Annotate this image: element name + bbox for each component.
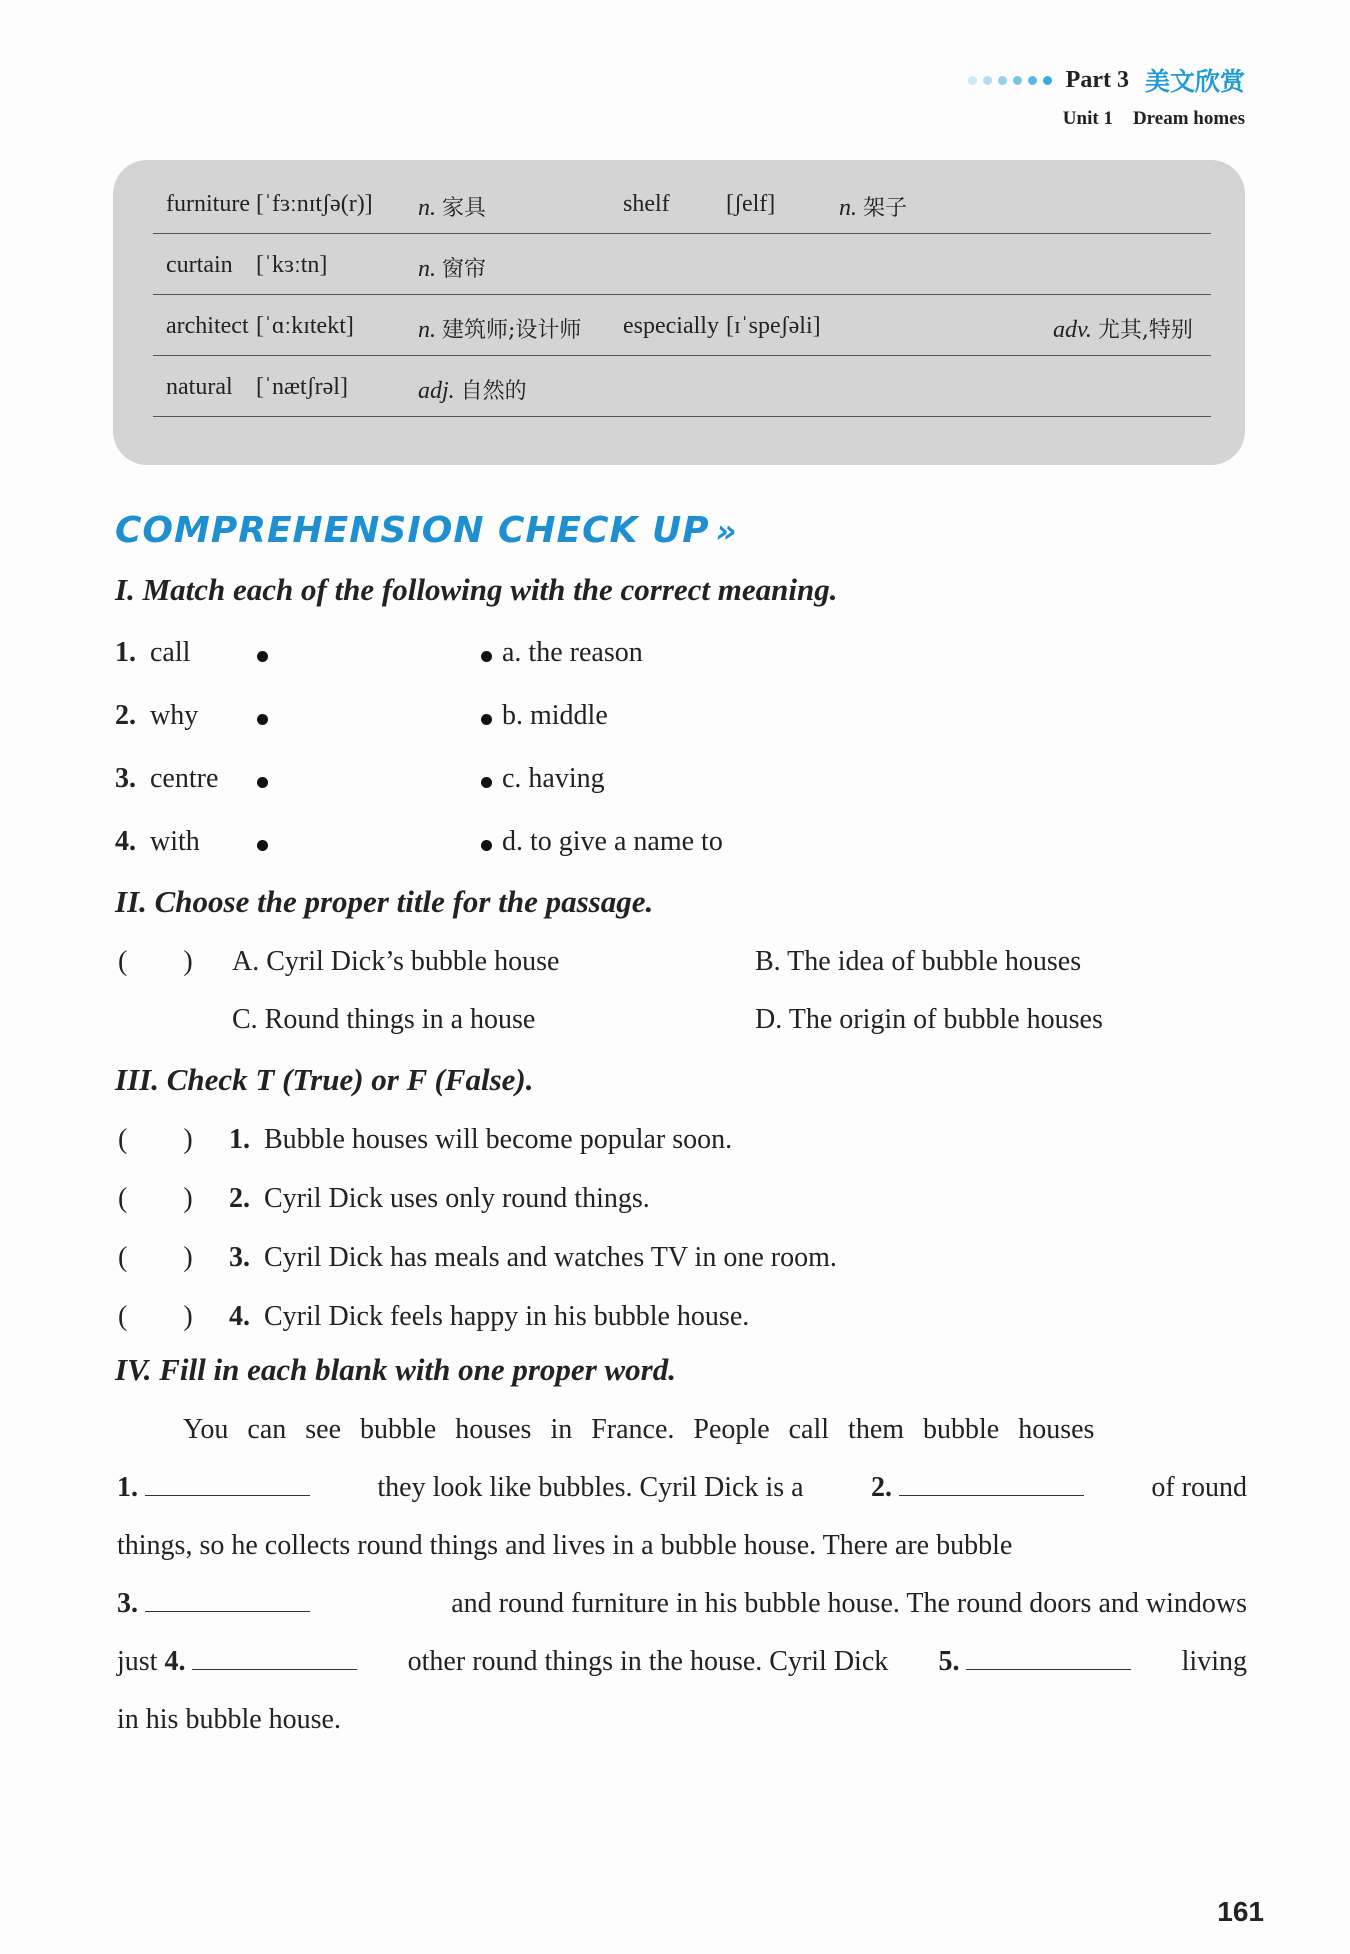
double-chevron-right-icon: »: [715, 512, 738, 550]
match-dot[interactable]: [481, 714, 492, 725]
vocab-row: [153, 234, 1211, 295]
answer-blank[interactable]: ( ): [118, 1183, 193, 1214]
option-c: C. Round things in a house: [232, 1004, 536, 1035]
section-3-title: III. Check T (True) or F (False).: [115, 1062, 534, 1097]
vocabulary-box: [113, 160, 1245, 465]
option-d: D. The origin of bubble houses: [755, 1004, 1103, 1035]
vocab-meaning: n. 建筑师;设计师: [418, 317, 582, 343]
match-right-item: a. the reason: [502, 637, 643, 668]
part-label: Part 3: [1065, 66, 1129, 93]
fill-blank-3[interactable]: [145, 1590, 310, 1612]
tf-item: 4. Cyril Dick feels happy in his bubble house.: [229, 1301, 750, 1332]
match-left-item: 2. why: [115, 700, 199, 731]
fill-blank-2[interactable]: [899, 1474, 1084, 1496]
vocab-phonetic: [ʃelf]: [726, 191, 776, 217]
passage-line: 3. and round furniture in his bubble house. The round doors and windows: [117, 1588, 1247, 1619]
answer-blank[interactable]: ( ): [118, 1124, 193, 1155]
fill-blank-4[interactable]: [192, 1648, 357, 1670]
section-2-title: II. Choose the proper title for the passage.: [115, 884, 654, 919]
match-left-item: 3. centre: [115, 763, 219, 794]
vocab-row: [153, 173, 1211, 234]
match-dot[interactable]: [481, 651, 492, 662]
vocab-meaning: n. 家具: [418, 195, 487, 221]
passage-line: things, so he collects round things and lives in a bubble house. There are bubble: [117, 1530, 1013, 1561]
match-dot[interactable]: [257, 651, 268, 662]
passage-line: 1. they look like bubbles. Cyril Dick is a 2. of round: [117, 1472, 1247, 1503]
passage-line: just 4. other round things in the house. Cyril Dick 5. living: [117, 1646, 1247, 1677]
vocab-phonetic: [ˈfɜːnɪtʃə(r)]: [256, 191, 373, 217]
tf-item: 2. Cyril Dick uses only round things.: [229, 1183, 650, 1214]
vocab-phonetic: [ˈɑːkɪtekt]: [256, 313, 354, 339]
vocab-row: [153, 356, 1211, 417]
section-1-title: I. Match each of the following with the correct meaning.: [115, 572, 838, 607]
match-dot[interactable]: [481, 840, 492, 851]
passage-line: in his bubble house.: [117, 1704, 341, 1735]
match-right-item: c. having: [502, 763, 605, 794]
vocab-word: furniture: [166, 191, 250, 217]
vocab-phonetic: [ˈkɜːtn]: [256, 252, 328, 278]
match-dot[interactable]: [481, 777, 492, 788]
answer-blank[interactable]: ( ): [118, 1242, 193, 1273]
match-dot[interactable]: [257, 777, 268, 788]
unit-label: Unit 1: [1062, 108, 1113, 129]
tf-item: 1. Bubble houses will become popular soon.: [229, 1124, 733, 1155]
decorative-dots-icon: [968, 76, 1052, 85]
vocab-meaning: adv. 尤其,特别: [1053, 317, 1193, 343]
vocab-phonetic: [ˈnætʃrəl]: [256, 374, 348, 400]
match-left-item: 1. call: [115, 637, 191, 668]
vocab-word: curtain: [166, 252, 233, 278]
vocab-word: shelf: [623, 191, 670, 217]
vocab-word: natural: [166, 374, 233, 400]
vocab-meaning: n. 架子: [839, 195, 908, 221]
answer-blank[interactable]: ( ): [118, 946, 193, 977]
section-4-title: IV. Fill in each blank with one proper word.: [115, 1352, 676, 1387]
passage-line: You can see bubble houses in France. People call them bubble houses: [183, 1414, 1095, 1445]
tf-item: 3. Cyril Dick has meals and watches TV in one room.: [229, 1242, 837, 1273]
part-chinese-title: 美文欣赏: [1144, 67, 1245, 96]
match-right-item: b. middle: [502, 700, 608, 731]
fill-blank-5[interactable]: [966, 1648, 1131, 1670]
option-a: A. Cyril Dick’s bubble house: [232, 946, 560, 977]
vocab-word: especially: [623, 313, 719, 339]
match-left-item: 4. with: [115, 826, 200, 857]
match-dot[interactable]: [257, 840, 268, 851]
fill-blank-1[interactable]: [145, 1474, 310, 1496]
option-b: B. The idea of bubble houses: [755, 946, 1082, 977]
vocab-meaning: adj. 自然的: [418, 378, 527, 404]
match-dot[interactable]: [257, 714, 268, 725]
match-right-item: d. to give a name to: [502, 826, 723, 857]
vocab-row: [153, 295, 1211, 356]
unit-title: Dream homes: [1132, 108, 1245, 129]
vocab-word: architect: [166, 313, 249, 339]
vocab-phonetic: [ɪˈspeʃəli]: [726, 313, 821, 339]
vocab-meaning: n. 窗帘: [418, 256, 487, 282]
comprehension-heading: COMPREHENSION CHECK UP »: [115, 510, 738, 551]
page-number: 161: [1217, 1896, 1264, 1927]
answer-blank[interactable]: ( ): [118, 1301, 193, 1332]
page-header: [968, 62, 1245, 130]
